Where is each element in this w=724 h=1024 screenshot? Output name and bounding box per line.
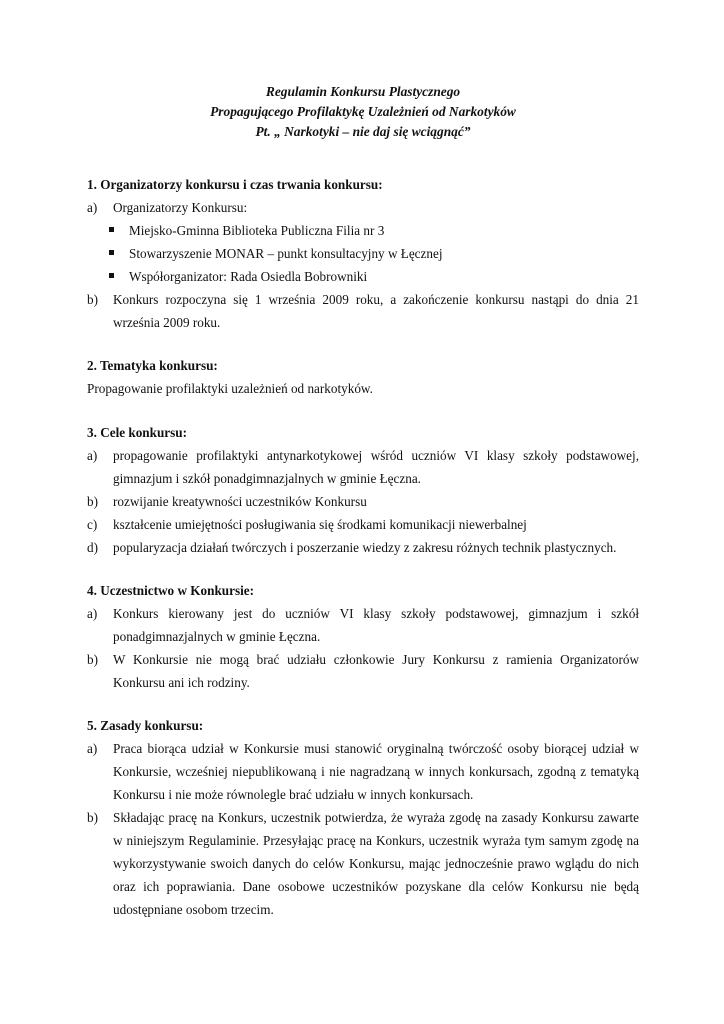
item-marker: b) bbox=[87, 292, 98, 307]
title-line-3: Pt. „ Narkotyki – nie daj się wciągnąć” bbox=[255, 124, 471, 139]
section-3 bbox=[87, 421, 639, 559]
list-item bbox=[87, 288, 639, 334]
section-heading: 5. Zasady konkursu: bbox=[87, 718, 204, 733]
item-text: Organizatorzy Konkursu: bbox=[113, 200, 248, 215]
item-text: W Konkursie nie mogą brać udziału członkowie Jury Konkursu z ramienia Organizatorów Konkursu ani ich rodziny. bbox=[113, 652, 639, 690]
item-marker: a) bbox=[87, 200, 98, 215]
item-marker: a) bbox=[87, 606, 98, 621]
item-marker: d) bbox=[87, 540, 98, 555]
item-marker: b) bbox=[87, 494, 98, 509]
item-text: rozwijanie kreatywności uczestników Konkursu bbox=[113, 494, 367, 509]
section-paragraph: Propagowanie profilaktyki uzależnień od narkotyków. bbox=[87, 381, 373, 396]
section-4 bbox=[87, 579, 639, 694]
document-title bbox=[87, 82, 639, 142]
item-text: Składając pracę na Konkurs, uczestnik potwierdza, że wyraża zgodę na zasady Konkursu zawarte w niniejszym Regulaminie. Przesyłając pracę na Konkurs, uczestnik wyraża tym samym zgodę na wykorzystywanie swoich danych do celów Konkursu, mając jednocześnie prawo wglądu do nich oraz ich poprawiania. Dane osobowe uczestników pozyskane dla celów Konkursu nie będą udostępniane osobom trzecim. bbox=[113, 810, 639, 917]
square-bullet-icon bbox=[109, 227, 114, 232]
bullet-text: Stowarzyszenie MONAR – punkt konsultacyjny w Łęcznej bbox=[129, 246, 443, 261]
bullet-item bbox=[87, 242, 639, 265]
bullet-item bbox=[87, 265, 639, 288]
title-line-2: Propagującego Profilaktykę Uzależnień od Narkotyków bbox=[210, 104, 516, 119]
list-item bbox=[87, 513, 639, 536]
item-text: kształcenie umiejętności posługiwania się środkami komunikacji niewerbalnej bbox=[113, 517, 527, 532]
list-item bbox=[87, 648, 639, 694]
item-text: propagowanie profilaktyki antynarkotykowej wśród uczniów VI klasy szkoły podstawowej, gimnazjum i szkół ponadgimnazjalnych w gminie Łęczna. bbox=[113, 448, 639, 486]
item-text: Praca biorąca udział w Konkursie musi stanowić oryginalną twórczość osoby biorącej udział w Konkursie, wcześniej niepublikowaną i nie nagradzaną w innych konkursach, zgodną z tematyką Konkursu i nie może równolegle brać udziału w innych konkursach. bbox=[113, 741, 639, 802]
section-1 bbox=[87, 173, 639, 334]
list-item bbox=[87, 196, 639, 219]
bullet-text: Miejsko-Gminna Biblioteka Publiczna Filia nr 3 bbox=[129, 223, 385, 238]
list-item bbox=[87, 602, 639, 648]
section-heading: 4. Uczestnictwo w Konkursie: bbox=[87, 583, 255, 598]
bullet-text: Współorganizator: Rada Osiedla Bobrowniki bbox=[129, 269, 368, 284]
section-heading: 1. Organizatorzy konkursu i czas trwania konkursu: bbox=[87, 177, 383, 192]
section-2 bbox=[87, 354, 639, 400]
list-item bbox=[87, 806, 639, 921]
item-marker: b) bbox=[87, 652, 98, 667]
item-marker: c) bbox=[87, 517, 98, 532]
section-heading: 2. Tematyka konkursu: bbox=[87, 358, 218, 373]
list-item bbox=[87, 444, 639, 490]
item-text: Konkurs kierowany jest do uczniów VI klasy szkoły podstawowej, gimnazjum i szkół ponadgimnazjalnych w gminie Łęczna. bbox=[113, 606, 639, 644]
bullet-item bbox=[87, 219, 639, 242]
list-item bbox=[87, 737, 639, 806]
list-item bbox=[87, 490, 639, 513]
item-marker: a) bbox=[87, 448, 98, 463]
list-item bbox=[87, 536, 639, 559]
title-line-1: Regulamin Konkursu Plastycznego bbox=[265, 84, 461, 99]
square-bullet-icon bbox=[109, 273, 114, 278]
item-marker: b) bbox=[87, 810, 98, 825]
item-text: popularyzacja działań twórczych i poszerzanie wiedzy z zakresu różnych technik plastycznych. bbox=[113, 540, 617, 555]
item-marker: a) bbox=[87, 741, 98, 756]
section-heading: 3. Cele konkursu: bbox=[87, 425, 188, 440]
square-bullet-icon bbox=[109, 250, 114, 255]
section-5 bbox=[87, 714, 639, 921]
item-text: Konkurs rozpoczyna się 1 września 2009 roku, a zakończenie konkursu nastąpi do dnia 21 września 2009 roku. bbox=[113, 292, 639, 330]
